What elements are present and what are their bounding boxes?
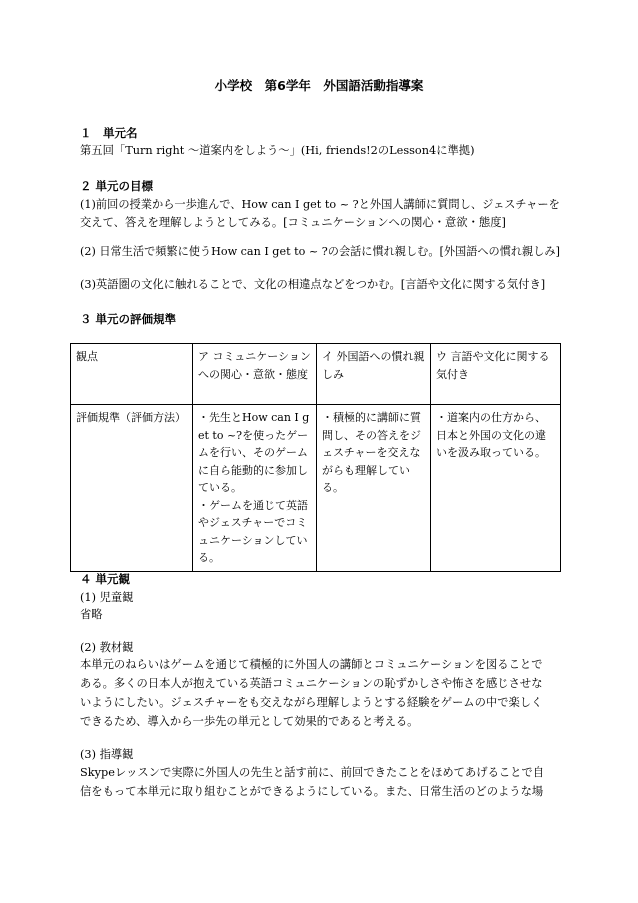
header-cell-a: ア コミュニケーションへの関心・意欲・態度 <box>193 344 317 405</box>
material-view-line-4: できるため、導入から一歩先の単元として効果的であると考える。 <box>80 715 419 728</box>
goal-line-2: 交えて、答えを理解しようとしてみる。[コミュニケーションへの関心・意欲・態度] <box>80 216 506 229</box>
teaching-view-line-1: Skypeレッスンで実際に外国人の先生と話す前に、前回できたことをほめてあげることで自 <box>80 766 545 779</box>
material-view-line-3: いようにしたい。ジェスチャーをも交えながら理解しようとする経験をゲームの中で楽しく <box>80 696 543 709</box>
children-view-text: 省略 <box>80 608 103 621</box>
section-2-heading: ２ 単元の目標 <box>80 179 154 193</box>
document-title: 小学校 第6学年 外国語活動指導案 <box>214 78 424 93</box>
evaluation-criteria-table <box>70 343 561 572</box>
section-3-heading: ３ 単元の評価規準 <box>80 312 177 326</box>
section-4-heading: ４ 単元観 <box>80 572 131 586</box>
material-view-line-1: 本単元のねらいはゲームを通じて積極的に外国人の講師とコミュニケーションを図ることで <box>80 658 543 671</box>
material-view-line-2: ある。多くの日本人が抱えている英語コミュニケーションの恥ずかしさや怖さを感じさせな <box>80 677 543 690</box>
criteria-cell-i: ・積極的に講師に質問し、その答えをジェスチャーを交えながらも理解している。 <box>317 405 431 572</box>
teaching-view-line-2: 信をもって本単元に取り組むことができるようにしている。また、日常生活のどのような場 <box>80 785 544 798</box>
header-cell-viewpoint: 観点 <box>71 344 193 405</box>
criteria-cell-a: ・先生とHow can I get to ~?を使ったゲームを行い、そのゲームに自ら能動的に参加している。 ・ゲームを通じて英語やジェスチャーでコミュニケーションしている。 <box>193 405 317 572</box>
header-cell-i: イ 外国語への慣れ親しみ <box>317 344 431 405</box>
table-header-row <box>71 344 561 405</box>
goal-line-3: (2) 日常生活で頻繁に使うHow can I get to ~ ?の会話に慣れ親しむ。[外国語への慣れ親しみ] <box>80 245 560 258</box>
goal-line-1: (1)前回の授業から一歩進んで、How can I get to ~ ?と外国人講師に質問し、ジェスチャーを <box>80 198 560 211</box>
children-view-heading: (1) 児童観 <box>80 591 134 604</box>
row-label-cell: 評価規準（評価方法） <box>71 405 193 572</box>
section-1-heading: １ 単元名 <box>80 126 138 140</box>
teaching-view-heading: (3) 指導観 <box>80 748 134 761</box>
unit-name-text: 第五回「Turn right ～道案内をしよう～」(Hi, friends!2のLesson4に準拠) <box>80 144 475 157</box>
material-view-heading: (2) 教材観 <box>80 641 134 654</box>
header-cell-u: ウ 言語や文化に関する気付き <box>431 344 561 405</box>
goal-line-4: (3)英語圏の文化に触れることで、文化の相違点などをつかむ。[言語や文化に関する気付き] <box>80 278 546 291</box>
table-row <box>71 405 561 572</box>
criteria-cell-u: ・道案内の仕方から、日本と外国の文化の違いを汲み取っている。 <box>431 405 561 572</box>
